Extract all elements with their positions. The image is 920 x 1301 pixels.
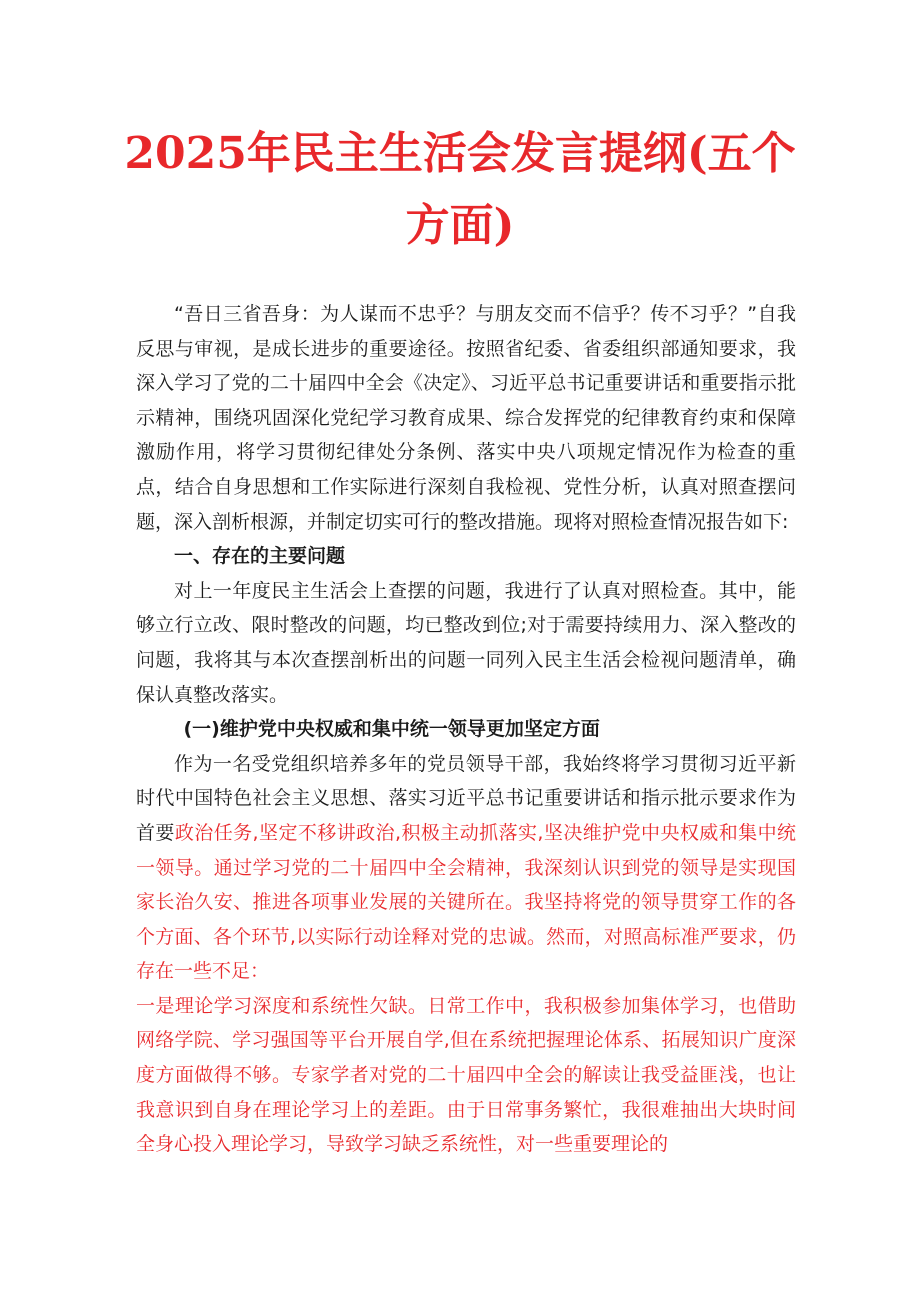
intro-paragraph: “吾日三省吾身：为人谋而不忠乎？与朋友交而不信乎？传不习乎？”自我反思与审视，是成长进步的重要途径。按照省纪委、省委组织部通知要求，我深入学习了党的二十届四中全会《决定》、习近平总书记重要讲话和重要指示批示精神，围绕巩固深化党纪学习教育成果、综合发挥党的纪律教育约束和保障激励作用，将学习贯彻纪律处分条例、落实中央八项规定情况作为检查的重点，结合自身思想和工作实际进行深刻自我检视、党性分析，认真对照查摆问题，深入剖析根源，并制定切实可行的整改措施。现将对照检查情况报告如下: <box>136 303 796 533</box>
document-title-line2: 方面) <box>405 200 515 251</box>
document-body <box>136 297 796 1162</box>
subsection1-heading: (一)维护党中央权威和集中统一领导更加坚定方面 <box>183 718 600 741</box>
subsection1-text-black: 作为一名受党组织培养多年的党员领导干部，我始终将学习贯彻习近平新时代中国特色社会主义思想、落实习近平总书记重要讲话和指示批示要求作为首要 <box>136 752 796 844</box>
subsection1-paragraph <box>136 747 796 989</box>
subsection1-text-red: 政治任务,坚定不移讲政治,积极主动抓落实,坚决维护党中央权威和集中统一领导。通过学习党的二十届四中全会精神，我深刻认识到党的领导是实现国家长治久安、推进各项事业发展的关键所在。我坚持将党的领导贯穿工作的各个方面、各个环节,以实际行动诠释对党的忠诚。然而，对照高标准严要求，仍存在一些不足： <box>136 821 796 983</box>
document-title-line1: 2025年民主生活会发言提纲(五个 <box>124 128 796 179</box>
section1-heading: 一、存在的主要问题 <box>174 545 346 568</box>
point1-paragraph: 一是理论学习深度和系统性欠缺。日常工作中，我积极参加集体学习，也借助网络学院、学习强国等平台开展自学,但在系统把握理论体系、拓展知识广度深度方面做得不够。专家学者对党的二十届四中全会的解读让我受益匪浅，也让我意识到自身在理论学习上的差距。由于日常事务繁忙，我很难抽出大块时间全身心投入理论学习，导致学习缺乏系统性，对一些重要理论的 <box>136 994 796 1156</box>
section1-paragraph: 对上一年度民主生活会上查摆的问题，我进行了认真对照检查。其中，能够立行立改、限时整改的问题，均已整改到位;对于需要持续用力、深入整改的问题，我将其与本次查摆剖析出的问题一同列入民主生活会检视问题清单，确保认真整改落实。 <box>136 579 796 706</box>
